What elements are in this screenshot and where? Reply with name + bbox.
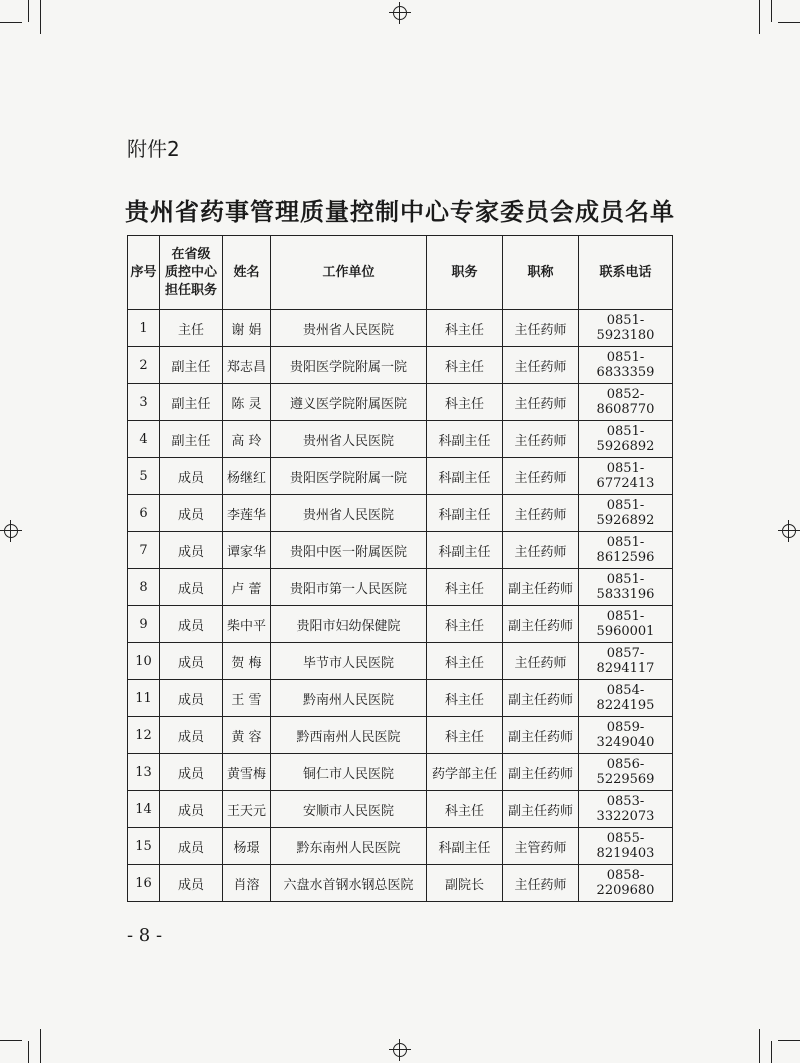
cell-role: 成员 xyxy=(160,680,223,717)
header-role-line3: 担任职务 xyxy=(164,282,217,298)
cell-position: 科主任 xyxy=(427,347,503,384)
cell-title: 副主任药师 xyxy=(503,791,579,828)
cell-role: 成员 xyxy=(160,754,223,791)
cell-role: 成员 xyxy=(160,717,223,754)
registration-mark-icon xyxy=(389,1039,411,1061)
cell-position: 科副主任 xyxy=(427,828,503,865)
crop-mark xyxy=(0,1040,22,1041)
cell-role: 成员 xyxy=(160,643,223,680)
cell-role: 成员 xyxy=(160,495,223,532)
cell-role: 成员 xyxy=(160,569,223,606)
crop-mark xyxy=(28,1041,29,1063)
table-row xyxy=(128,828,673,865)
registration-mark-icon xyxy=(778,520,800,542)
cell-name: 王 雪 xyxy=(223,680,271,717)
cell-phone: 0851-6772413 xyxy=(579,458,673,495)
table-row xyxy=(128,458,673,495)
header-title: 职称 xyxy=(503,236,579,310)
cell-unit: 黔西南州人民医院 xyxy=(271,717,427,754)
cell-phone: 0855-8219403 xyxy=(579,828,673,865)
cell-name: 黄雪梅 xyxy=(223,754,271,791)
table-header-row xyxy=(128,236,673,310)
cell-position: 科主任 xyxy=(427,680,503,717)
cell-position: 科主任 xyxy=(427,384,503,421)
cell-phone: 0856-5229569 xyxy=(579,754,673,791)
cell-unit: 贵州省人民医院 xyxy=(271,495,427,532)
cell-unit: 铜仁市人民医院 xyxy=(271,754,427,791)
table-row xyxy=(128,680,673,717)
registration-mark-icon xyxy=(0,520,22,542)
cell-name: 杨璟 xyxy=(223,828,271,865)
cell-name: 高 玲 xyxy=(223,421,271,458)
cell-no: 6 xyxy=(128,495,160,532)
cell-role: 副主任 xyxy=(160,347,223,384)
cell-no: 4 xyxy=(128,421,160,458)
cell-unit: 贵阳医学院附属一院 xyxy=(271,458,427,495)
cell-phone: 0857-8294117 xyxy=(579,643,673,680)
cell-position: 药学部主任 xyxy=(427,754,503,791)
registration-mark-icon xyxy=(389,2,411,24)
cell-title: 主任药师 xyxy=(503,384,579,421)
cell-title: 副主任药师 xyxy=(503,606,579,643)
cell-phone: 0851-5833196 xyxy=(579,569,673,606)
cell-title: 副主任药师 xyxy=(503,717,579,754)
cell-name: 杨继红 xyxy=(223,458,271,495)
cell-phone: 0859-3249040 xyxy=(579,717,673,754)
crop-mark xyxy=(28,0,29,22)
cell-name: 陈 灵 xyxy=(223,384,271,421)
cell-phone: 0854-8224195 xyxy=(579,680,673,717)
cell-position: 科副主任 xyxy=(427,495,503,532)
cell-position: 副院长 xyxy=(427,865,503,902)
header-position: 职务 xyxy=(427,236,503,310)
crop-mark xyxy=(759,0,760,34)
table-row xyxy=(128,495,673,532)
cell-position: 科副主任 xyxy=(427,532,503,569)
cell-no: 5 xyxy=(128,458,160,495)
cell-title: 主任药师 xyxy=(503,495,579,532)
page-number: - 8 - xyxy=(127,925,163,946)
cell-name: 卢 蕾 xyxy=(223,569,271,606)
table-row xyxy=(128,791,673,828)
cell-title: 副主任药师 xyxy=(503,569,579,606)
cell-unit: 遵义医学院附属医院 xyxy=(271,384,427,421)
cell-phone: 0851-8612596 xyxy=(579,532,673,569)
table-row xyxy=(128,606,673,643)
table-row xyxy=(128,865,673,902)
cell-role: 主任 xyxy=(160,310,223,347)
cell-no: 16 xyxy=(128,865,160,902)
cell-no: 8 xyxy=(128,569,160,606)
cell-name: 李莲华 xyxy=(223,495,271,532)
cell-position: 科主任 xyxy=(427,643,503,680)
cell-name: 王天元 xyxy=(223,791,271,828)
table-row xyxy=(128,421,673,458)
cell-name: 郑志昌 xyxy=(223,347,271,384)
cell-title: 主任药师 xyxy=(503,458,579,495)
cell-phone: 0851-5926892 xyxy=(579,495,673,532)
crop-mark xyxy=(0,22,22,23)
cell-phone: 0858-2209680 xyxy=(579,865,673,902)
cell-no: 9 xyxy=(128,606,160,643)
cell-phone: 0851-5960001 xyxy=(579,606,673,643)
cell-title: 主任药师 xyxy=(503,865,579,902)
cell-role: 成员 xyxy=(160,458,223,495)
crop-mark xyxy=(778,22,800,23)
crop-mark xyxy=(778,1040,800,1041)
cell-name: 黄 容 xyxy=(223,717,271,754)
cell-no: 11 xyxy=(128,680,160,717)
table-row xyxy=(128,754,673,791)
cell-unit: 贵阳医学院附属一院 xyxy=(271,347,427,384)
table-row xyxy=(128,347,673,384)
header-unit: 工作单位 xyxy=(271,236,427,310)
cell-title: 主任药师 xyxy=(503,421,579,458)
cell-position: 科主任 xyxy=(427,791,503,828)
cell-no: 14 xyxy=(128,791,160,828)
attachment-label: 附件2 xyxy=(127,137,180,161)
cell-unit: 贵州省人民医院 xyxy=(271,310,427,347)
table-row xyxy=(128,310,673,347)
cell-name: 肖溶 xyxy=(223,865,271,902)
cell-unit: 贵阳市第一人民医院 xyxy=(271,569,427,606)
crop-mark xyxy=(759,1029,760,1063)
cell-name: 谢 娟 xyxy=(223,310,271,347)
header-phone: 联系电话 xyxy=(579,236,673,310)
cell-no: 13 xyxy=(128,754,160,791)
cell-role: 成员 xyxy=(160,532,223,569)
cell-phone: 0852-8608770 xyxy=(579,384,673,421)
crop-mark xyxy=(40,0,41,34)
cell-role: 成员 xyxy=(160,606,223,643)
cell-no: 15 xyxy=(128,828,160,865)
cell-no: 2 xyxy=(128,347,160,384)
cell-role: 副主任 xyxy=(160,384,223,421)
cell-title: 主任药师 xyxy=(503,643,579,680)
header-role-line2: 质控中心 xyxy=(164,264,217,280)
table-row xyxy=(128,384,673,421)
cell-position: 科副主任 xyxy=(427,421,503,458)
cell-phone: 0851-5923180 xyxy=(579,310,673,347)
cell-role: 副主任 xyxy=(160,421,223,458)
header-name: 姓名 xyxy=(223,236,271,310)
document-title: 贵州省药事管理质量控制中心专家委员会成员名单 xyxy=(125,198,675,226)
cell-name: 贺 梅 xyxy=(223,643,271,680)
cell-title: 主任药师 xyxy=(503,310,579,347)
cell-title: 副主任药师 xyxy=(503,680,579,717)
cell-unit: 毕节市人民医院 xyxy=(271,643,427,680)
cell-title: 主任药师 xyxy=(503,347,579,384)
cell-no: 1 xyxy=(128,310,160,347)
cell-role: 成员 xyxy=(160,865,223,902)
cell-role: 成员 xyxy=(160,791,223,828)
cell-unit: 贵阳中医一附属医院 xyxy=(271,532,427,569)
cell-role: 成员 xyxy=(160,828,223,865)
cell-unit: 六盘水首钢水钢总医院 xyxy=(271,865,427,902)
cell-position: 科主任 xyxy=(427,717,503,754)
table-row xyxy=(128,717,673,754)
cell-no: 3 xyxy=(128,384,160,421)
cell-unit: 黔南州人民医院 xyxy=(271,680,427,717)
cell-unit: 贵州省人民医院 xyxy=(271,421,427,458)
cell-position: 科主任 xyxy=(427,310,503,347)
cell-name: 谭家华 xyxy=(223,532,271,569)
cell-position: 科副主任 xyxy=(427,458,503,495)
member-table xyxy=(127,235,673,902)
cell-title: 主任药师 xyxy=(503,532,579,569)
crop-mark xyxy=(40,1029,41,1063)
header-role xyxy=(160,236,223,310)
cell-phone: 0851-5926892 xyxy=(579,421,673,458)
crop-mark xyxy=(771,1041,772,1063)
header-no: 序号 xyxy=(128,236,160,310)
cell-phone: 0853-3322073 xyxy=(579,791,673,828)
cell-no: 10 xyxy=(128,643,160,680)
cell-title: 副主任药师 xyxy=(503,754,579,791)
table-row xyxy=(128,532,673,569)
cell-unit: 贵阳市妇幼保健院 xyxy=(271,606,427,643)
cell-unit: 安顺市人民医院 xyxy=(271,791,427,828)
cell-no: 7 xyxy=(128,532,160,569)
table-row xyxy=(128,569,673,606)
cell-position: 科主任 xyxy=(427,606,503,643)
cell-unit: 黔东南州人民医院 xyxy=(271,828,427,865)
table-row xyxy=(128,643,673,680)
cell-position: 科主任 xyxy=(427,569,503,606)
crop-mark xyxy=(771,0,772,22)
header-role-line1: 在省级 xyxy=(171,246,211,262)
cell-title: 主管药师 xyxy=(503,828,579,865)
cell-no: 12 xyxy=(128,717,160,754)
cell-name: 柴中平 xyxy=(223,606,271,643)
cell-phone: 0851-6833359 xyxy=(579,347,673,384)
